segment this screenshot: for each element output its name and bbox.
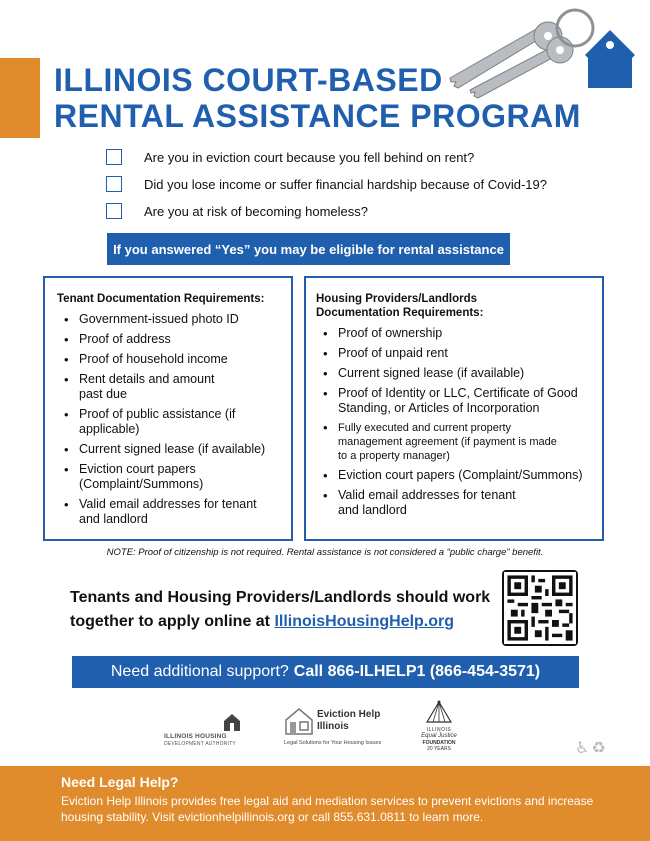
question-checkbox[interactable] xyxy=(106,176,122,192)
ehi-logo-line2: Illinois xyxy=(317,721,349,732)
ehi-house-icon xyxy=(284,706,314,736)
tenant-requirements-list xyxy=(45,306,291,527)
ejf-logo-line2: Equal Justice xyxy=(421,733,457,739)
question-checkbox[interactable] xyxy=(106,149,122,165)
house-keys-icon xyxy=(420,0,650,100)
landlord-requirements-list xyxy=(306,320,602,518)
apply-online-text xyxy=(70,586,510,634)
landlord-requirements-heading: Housing Providers/Landlords Documentation Requirements: xyxy=(316,293,484,319)
wheelchair-icon: ♿ xyxy=(575,740,592,757)
page-title-line1: ILLINOIS COURT-BASED xyxy=(54,62,443,98)
orange-accent-tab xyxy=(0,58,40,138)
question-text: Are you at risk of becoming homeless? xyxy=(144,203,368,219)
list-item: • Government-issued photo ID xyxy=(57,312,285,327)
ejf-logo-line4: 20 YEARS xyxy=(427,746,451,752)
apply-online-message: Tenants and Housing Providers/Landlords should work together to apply online at xyxy=(70,589,491,630)
list-item: • Proof of unpaid rent xyxy=(316,346,596,361)
list-item: • Proof of Identity or LLC, Certificate of Good Standing, or Articles of Incorporation xyxy=(316,386,596,416)
question-row xyxy=(106,202,368,220)
list-item: • Current signed lease (if available) xyxy=(316,366,596,381)
question-row xyxy=(106,148,474,166)
recycle-icon: ♻ xyxy=(591,740,608,757)
ejf-tent-icon xyxy=(424,700,454,726)
ejf-logo-line1: ILLINOIS xyxy=(426,727,452,733)
qr-code-icon xyxy=(504,572,576,644)
list-item: • Proof of address xyxy=(57,332,285,347)
question-checkbox[interactable] xyxy=(106,203,122,219)
list-item: • Valid email addresses for tenant and landlord xyxy=(316,488,528,518)
question-text: Are you in eviction court because you fell behind on rent? xyxy=(144,149,475,165)
qr-code[interactable] xyxy=(502,570,578,646)
list-item: • Proof of household income xyxy=(57,352,285,367)
page-title-line2: RENTAL ASSISTANCE PROGRAM xyxy=(54,98,581,134)
tenant-requirements-heading: Tenant Documentation Requirements: xyxy=(57,293,265,305)
tenant-requirements-box xyxy=(43,276,293,541)
support-banner xyxy=(72,656,579,688)
citizenship-note: NOTE: Proof of citizenship is not required. Rental assistance is not considered a “public charge” benefit. xyxy=(106,547,544,558)
footer-text: Eviction Help Illinois provides free legal aid and mediation services to prevent evictions and increase housing stability. Visit evictionhelpillinois.org or call 855.631.0811 to learn more. xyxy=(61,794,594,824)
house-logo-icon xyxy=(222,712,242,732)
equal-justice-foundation-logo xyxy=(414,700,464,760)
eligibility-banner: If you answered “Yes” you may be eligible for rental assistance xyxy=(107,233,510,265)
ihda-logo-line2: DEVELOPMENT AUTHORITY xyxy=(164,741,236,747)
landlord-requirements-box xyxy=(304,276,604,541)
list-item: • Fully executed and current property management agreement (if payment is made to a property manager) xyxy=(316,421,568,463)
list-item: • Valid email addresses for tenant and landlord xyxy=(57,497,279,527)
list-item: • Eviction court papers (Complaint/Summons) xyxy=(316,468,596,483)
eviction-help-illinois-logo xyxy=(282,700,392,750)
list-item: • Eviction court papers (Complaint/Summons) xyxy=(57,462,239,492)
legal-help-footer xyxy=(0,766,650,841)
footer-title: Need Legal Help? xyxy=(61,774,179,790)
question-row xyxy=(106,175,547,193)
apply-online-link[interactable]: IllinoisHousingHelp.org xyxy=(274,613,455,630)
ehi-logo-tagline: Legal Solutions for Your Housing Issues xyxy=(284,740,382,746)
accessibility-recycle-icons xyxy=(575,738,608,758)
ehi-logo-line1: Eviction Help xyxy=(317,709,381,720)
ihda-logo xyxy=(160,700,250,750)
support-phone[interactable]: Call 866-ILHELP1 (866-454-3571) xyxy=(293,663,541,680)
ihda-logo-line1: ILLINOIS HOUSING xyxy=(164,733,227,740)
support-prefix: Need additional support? xyxy=(110,663,289,680)
ejf-logo-line3: FOUNDATION xyxy=(422,740,456,746)
question-text: Did you lose income or suffer financial hardship because of Covid-19? xyxy=(144,176,547,192)
list-item: • Proof of public assistance (if applicable) xyxy=(57,407,239,437)
list-item: • Proof of ownership xyxy=(316,326,596,341)
list-item: • Rent details and amount past due xyxy=(57,372,224,402)
list-item: • Current signed lease (if available) xyxy=(57,442,285,457)
